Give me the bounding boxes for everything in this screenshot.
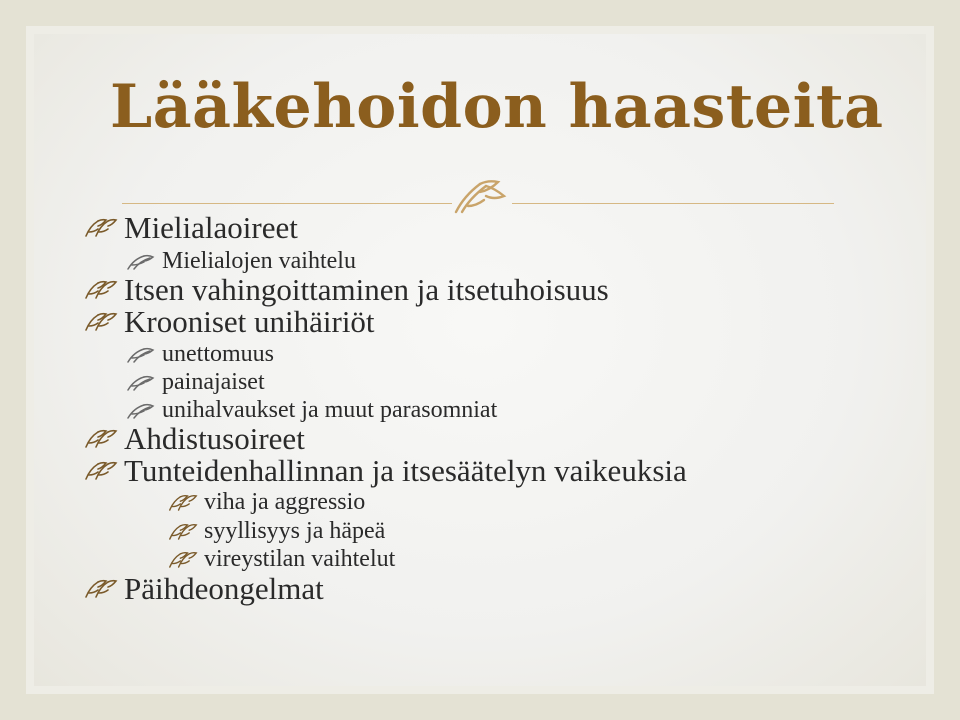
list-item <box>126 397 497 424</box>
list-item <box>84 453 687 489</box>
list-item-text: Krooniset unihäiriöt <box>124 304 375 339</box>
list-item-text: painajaiset <box>162 369 265 395</box>
list-item <box>168 489 365 516</box>
list-item <box>126 248 356 275</box>
double-quill-icon <box>84 280 118 300</box>
double-quill-icon <box>168 551 198 569</box>
list-item <box>168 518 385 545</box>
list-item-text: Päihdeongelmat <box>124 571 324 606</box>
list-item-text: Mielialojen vaihtelu <box>162 248 356 274</box>
list-item-text: Mielialaoireet <box>124 210 298 245</box>
list-item-text: Ahdistusoireet <box>124 421 305 456</box>
list-item-text: syyllisyys ja häpeä <box>204 518 386 544</box>
list-item-text: unettomuus <box>162 341 274 367</box>
list-item <box>126 341 274 368</box>
double-quill-icon <box>84 429 118 449</box>
list-item <box>84 571 324 607</box>
slide-title: Lääkehoidon haasteita <box>110 72 884 142</box>
double-quill-icon <box>168 523 198 541</box>
list-item-text: Tunteidenhallinnan ja itsesäätelyn vaikeuksia <box>124 453 687 488</box>
list-item-text: viha ja aggressio <box>204 489 366 515</box>
list-item-text: vireystilan vaihtelut <box>204 546 396 572</box>
list-item <box>84 421 305 457</box>
double-quill-icon <box>84 312 118 332</box>
single-quill-icon <box>126 374 156 392</box>
list-item <box>168 546 395 573</box>
single-quill-icon <box>126 253 156 271</box>
list-item <box>84 272 609 308</box>
double-quill-icon <box>84 579 118 599</box>
double-quill-icon <box>84 218 118 238</box>
single-quill-icon <box>126 346 156 364</box>
double-quill-icon <box>168 494 198 512</box>
single-quill-icon <box>126 402 156 420</box>
list-item <box>84 210 298 246</box>
list-item-text: unihalvaukset ja muut parasomniat <box>162 397 498 423</box>
list-item <box>126 369 265 396</box>
list-item-text: Itsen vahingoittaminen ja itsetuhoisuus <box>124 272 609 307</box>
list-item <box>84 304 375 340</box>
double-quill-icon <box>84 461 118 481</box>
